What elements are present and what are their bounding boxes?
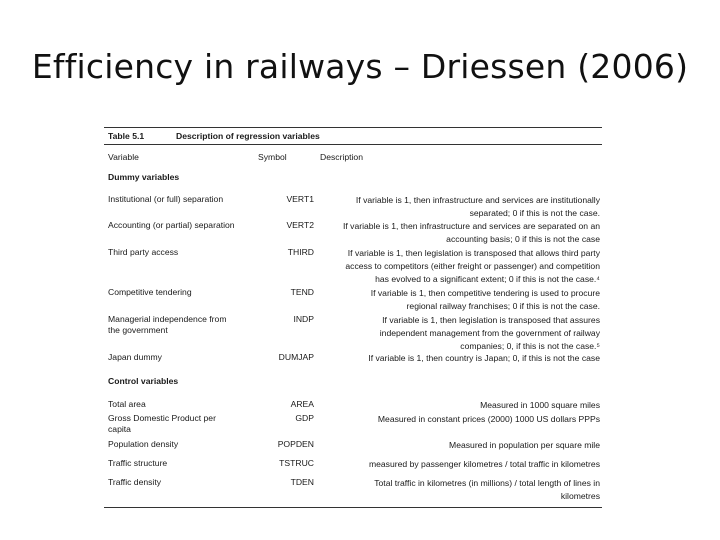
description-cell: If variable is 1, then legislation is transposed that assures independent management from the government of railway companies; 0, if this is not the case.⁵ <box>379 315 600 351</box>
symbol-cell: THIRD <box>287 247 314 257</box>
variable-cell: Gross Domestic Product per capita <box>108 413 216 434</box>
table-top-rule <box>104 127 602 128</box>
description-cell: If variable is 1, then infrastructure and services are separated on an accounting basis; 0 if this is not the case <box>343 221 600 244</box>
variable-cell: Accounting (or partial) separation <box>108 220 235 230</box>
symbol-cell: DUMJAP <box>278 352 314 362</box>
variable-cell: Population density <box>108 439 179 449</box>
description-cell: If variable is 1, then competitive tendering is used to procure regional railway franchises; 0 if this is not the case. <box>370 288 600 311</box>
description-cell: Total traffic in kilometres (in millions) / total length of lines in kilometres <box>374 478 600 501</box>
symbol-cell: INDP <box>293 314 314 324</box>
slide-title: Efficiency in railways – Driessen (2006) <box>31 47 689 86</box>
symbol-cell: VERT1 <box>286 194 314 204</box>
description-cell: If variable is 1, then legislation is transposed that allows third party access to competitors (either freight or passenger) and competition has evolved to a significant extent; 0 if this is not the case.⁴ <box>345 248 600 284</box>
table-bottom-rule <box>104 507 602 508</box>
column-header-symbol: Symbol <box>258 152 287 162</box>
description-cell: measured by passenger kilometres / total traffic in kilometres <box>368 459 600 469</box>
variable-cell: Competitive tendering <box>108 287 192 297</box>
description-cell: Measured in 1000 square miles <box>480 400 600 410</box>
symbol-cell: GDP <box>295 413 314 423</box>
section-control-variables: Control variables <box>108 376 179 386</box>
description-cell: Measured in population per square mile <box>449 440 600 450</box>
symbol-cell: TEND <box>290 287 314 297</box>
description-cell: Measured in constant prices (2000) 1000 US dollars PPPs <box>377 414 600 424</box>
table-caption-rule <box>104 144 602 145</box>
section-dummy-variables: Dummy variables <box>108 172 180 182</box>
variable-cell: Japan dummy <box>108 352 162 362</box>
symbol-cell: AREA <box>290 399 314 409</box>
description-cell: If variable is 1, then infrastructure and services are institutionally separated; 0 if this is not the case. <box>355 195 600 218</box>
variable-cell: Traffic structure <box>108 458 168 468</box>
symbol-cell: TDEN <box>290 477 314 487</box>
table-caption-text: Description of regression variables <box>176 131 320 141</box>
variable-cell: Managerial independence from the government <box>108 314 227 335</box>
symbol-cell: VERT2 <box>286 220 314 230</box>
regression-variables-table <box>104 127 602 507</box>
symbol-cell: POPDEN <box>277 439 314 449</box>
column-header-variable: Variable <box>108 152 139 162</box>
variable-cell: Institutional (or full) separation <box>108 194 224 204</box>
symbol-cell: TSTRUC <box>279 458 314 468</box>
variable-cell: Third party access <box>108 247 179 257</box>
table-caption-number: Table 5.1 <box>108 131 145 141</box>
variable-cell: Traffic density <box>108 477 162 487</box>
column-header-description: Description <box>320 152 363 162</box>
description-cell: If variable is 1, then country is Japan; 0, if this is not the case <box>368 353 600 363</box>
variable-cell: Total area <box>108 399 146 409</box>
